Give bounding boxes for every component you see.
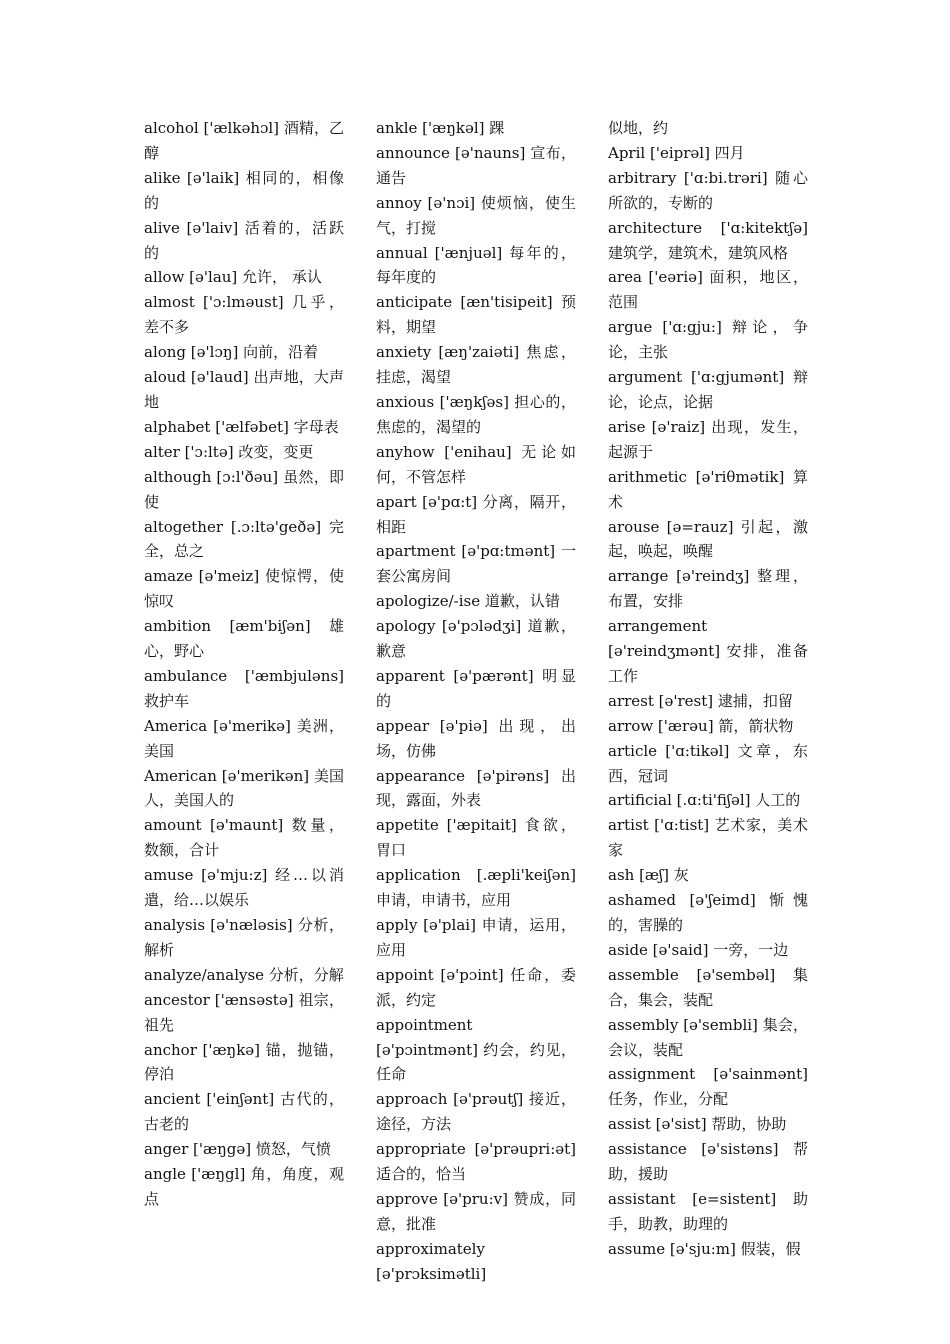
vocabulary-entry bbox=[144, 963, 344, 988]
entry-text: allow [ə'lau] 允许， 承认 bbox=[144, 268, 322, 287]
vocabulary-entry bbox=[608, 863, 808, 888]
entry-text: appearance [ə'pirəns] 出现，露面，外表 bbox=[376, 766, 576, 810]
vocabulary-entry bbox=[608, 216, 808, 266]
vocabulary-entry bbox=[144, 764, 344, 814]
vocabulary-entry bbox=[144, 166, 344, 216]
entry-text: appoint [ə'pɔint] 任命，委派，约定 bbox=[376, 965, 576, 1009]
vocabulary-entry bbox=[376, 340, 576, 390]
entry-text: amuse [ə'mju:z] 经…以消遣，给…以娱乐 bbox=[144, 866, 344, 910]
entry-text: April ['eiprəl] 四月 bbox=[608, 143, 745, 162]
vocabulary-entry bbox=[376, 913, 576, 963]
vocabulary-entry bbox=[376, 241, 576, 291]
entry-text: ambition [æm'biʃən] 雄心，野心 bbox=[144, 617, 344, 661]
entry-text: arise [ə'raiz] 出现，发生，起源于 bbox=[608, 417, 808, 461]
vocabulary-entry bbox=[608, 116, 808, 141]
entry-text: although [ɔ:l'ðəu] 虽然，即使 bbox=[144, 467, 344, 511]
entry-text: alcohol ['ælkəhɔl] 酒精，乙醇 bbox=[144, 119, 344, 162]
vocabulary-entry bbox=[376, 764, 576, 814]
entry-text: arrow ['ærəu] 箭，箭状物 bbox=[608, 716, 794, 735]
vocabulary-entry bbox=[144, 265, 344, 290]
vocabulary-entry bbox=[608, 938, 808, 963]
entry-text: anxious ['æŋkʃəs] 担心的，焦虑的，渴望的 bbox=[376, 392, 576, 436]
entry-text: apply [ə'plai] 申请，运用，应用 bbox=[376, 916, 576, 959]
entry-text: amount [ə'maunt] 数量，数额，合计 bbox=[144, 816, 344, 860]
vocabulary-entry bbox=[376, 589, 576, 614]
vocabulary-entry bbox=[608, 888, 808, 938]
vocabulary-entry bbox=[376, 963, 576, 1013]
entry-text: altogether [.ɔ:ltə'geðə] 完全，总之 bbox=[144, 517, 344, 561]
vocabulary-entry bbox=[376, 390, 576, 440]
entry-text: America [ə'merikə] 美洲，美国 bbox=[144, 716, 344, 760]
vocabulary-entry bbox=[608, 689, 808, 714]
entry-text: annual ['ænjuəl] 每年的，每年度的 bbox=[376, 243, 576, 287]
vocabulary-entry bbox=[144, 290, 344, 340]
vocabulary-entry bbox=[608, 739, 808, 789]
vocabulary-entry bbox=[608, 465, 808, 515]
entry-text: anyhow ['enihau] 无论如何，不管怎样 bbox=[376, 442, 576, 486]
vocabulary-entry bbox=[376, 664, 576, 714]
vocabulary-entry bbox=[376, 1013, 576, 1088]
vocabulary-entry bbox=[144, 714, 344, 764]
vocabulary-entry bbox=[144, 1087, 344, 1137]
vocabulary-entry bbox=[144, 440, 344, 465]
entry-text: assemble [ə'sembəl] 集合，集会，装配 bbox=[608, 965, 808, 1009]
vocabulary-entry bbox=[376, 1137, 576, 1187]
vocabulary-entry bbox=[608, 564, 808, 614]
entry-text: arithmetic [ə'riθmətik] 算术 bbox=[608, 467, 808, 511]
vocabulary-entry bbox=[608, 1013, 808, 1063]
entry-text: 似地，约 bbox=[608, 119, 669, 137]
entry-text: analysis [ə'næləsis] 分析，解析 bbox=[144, 916, 344, 959]
entry-text: arbitrary ['ɑ:bi.trəri] 随心所欲的，专断的 bbox=[608, 168, 808, 212]
entry-text: anxiety [æŋ'zaiəti] 焦虑，挂虑，渴望 bbox=[376, 343, 576, 387]
vocabulary-entry bbox=[608, 714, 808, 739]
entry-text: approve [ə'pru:v] 赞成，同意，批准 bbox=[376, 1189, 576, 1233]
vocabulary-entry bbox=[144, 1162, 344, 1212]
vocabulary-entry bbox=[608, 1237, 808, 1262]
entry-text: arouse [ə=rauz] 引起，激起，唤起，唤醒 bbox=[608, 517, 808, 561]
entry-text: apology [ə'pɔlədʒi] 道歉，歉意 bbox=[376, 617, 576, 661]
vocabulary-entry bbox=[144, 116, 344, 166]
vocabulary-entry bbox=[608, 1187, 808, 1237]
entry-text: ash [æʃ] 灰 bbox=[608, 866, 689, 885]
vocabulary-entry bbox=[376, 490, 576, 540]
vocabulary-entry bbox=[608, 813, 808, 863]
entry-text: anger ['æŋgə] 愤怒，气愤 bbox=[144, 1140, 331, 1159]
vocabulary-entry bbox=[144, 415, 344, 440]
entry-text: aside [ə'said] 一旁，一边 bbox=[608, 940, 789, 959]
entry-text: angle ['æŋgl] 角，角度，观点 bbox=[144, 1165, 344, 1208]
vocabulary-entry bbox=[376, 614, 576, 664]
vocabulary-entry bbox=[608, 515, 808, 565]
vocabulary-entry bbox=[608, 963, 808, 1013]
vocabulary-entry bbox=[144, 988, 344, 1038]
vocabulary-entry bbox=[608, 315, 808, 365]
entry-text: anchor ['æŋkə] 锚，抛锚，停泊 bbox=[144, 1040, 344, 1084]
entry-text: arrangement [ə'reindʒmənt] 安排，准备工作 bbox=[608, 617, 808, 685]
entry-text: apparent [ə'pærənt] 明显的 bbox=[376, 666, 576, 710]
vocabulary-entry bbox=[376, 1237, 576, 1287]
entry-text: analyze/analyse 分析，分解 bbox=[144, 965, 344, 984]
vocabulary-entry bbox=[376, 813, 576, 863]
entry-text: announce [ə'nauns] 宣布，通告 bbox=[376, 143, 576, 187]
vocabulary-entry bbox=[376, 1087, 576, 1137]
entry-text: assist [ə'sist] 帮助，协助 bbox=[608, 1115, 787, 1134]
entry-text: ashamed [ə'ʃeimd] 惭愧的，害臊的 bbox=[608, 891, 808, 934]
entry-text: ambulance ['æmbjuləns] 救护车 bbox=[144, 666, 344, 710]
entry-text: American [ə'merikən] 美国人，美国人的 bbox=[144, 766, 344, 810]
entry-text: assignment [ə'sainmənt] 任务，作业，分配 bbox=[608, 1065, 808, 1109]
entry-text: anticipate [æn'tisipeit] 预料，期望 bbox=[376, 293, 576, 337]
entry-text: assistant [e=sistent] 助手，助教，助理的 bbox=[608, 1189, 808, 1233]
entry-text: argue ['ɑ:gju:] 辩论，争论，主张 bbox=[608, 318, 808, 362]
entry-text: article ['ɑ:tikəl] 文章，东西，冠词 bbox=[608, 741, 808, 785]
vocabulary-entry bbox=[144, 515, 344, 565]
entry-text: apartment [ə'pɑ:tmənt] 一套公寓房间 bbox=[376, 542, 576, 586]
entry-text: artist ['ɑ:tist] 艺术家，美术家 bbox=[608, 816, 808, 860]
vocabulary-entry bbox=[608, 141, 808, 166]
vocabulary-entry bbox=[608, 1112, 808, 1137]
entry-text: area ['eəriə] 面积，地区，范围 bbox=[608, 268, 808, 312]
vocabulary-entry bbox=[608, 614, 808, 689]
column-2 bbox=[376, 116, 576, 1287]
vocabulary-entry bbox=[608, 365, 808, 415]
vocabulary-entry bbox=[376, 116, 576, 141]
entry-text: alive [ə'laiv] 活着的，活跃的 bbox=[144, 218, 344, 262]
vocabulary-entry bbox=[144, 813, 344, 863]
vocabulary-entry bbox=[144, 1038, 344, 1088]
vocabulary-entry bbox=[608, 415, 808, 465]
entry-text: argument ['ɑ:gjumənt] 辩论，论点，论据 bbox=[608, 368, 808, 411]
entry-text: approximately [ə'prɔksimətli] bbox=[376, 1239, 487, 1283]
vocabulary-entry bbox=[144, 564, 344, 614]
vocabulary-entry bbox=[144, 863, 344, 913]
vocabulary-entry bbox=[144, 340, 344, 365]
entry-text: along [ə'lɔŋ] 向前，沿着 bbox=[144, 343, 319, 362]
vocabulary-entry bbox=[376, 863, 576, 913]
entry-text: apologize/-ise 道歉，认错 bbox=[376, 592, 560, 611]
vocabulary-entry bbox=[144, 664, 344, 714]
entry-text: amaze [ə'meiz] 使惊愕，使惊叹 bbox=[144, 567, 344, 611]
entry-text: alphabet ['ælfəbet] 字母表 bbox=[144, 417, 339, 436]
entry-text: architecture ['ɑ:kitektʃə] 建筑学，建筑术，建筑风格 bbox=[608, 218, 808, 262]
entry-text: assume [ə'sju:m] 假装，假 bbox=[608, 1239, 801, 1258]
vocabulary-entry bbox=[376, 440, 576, 490]
entry-text: almost ['ɔ:lməust] 几乎，差不多 bbox=[144, 293, 344, 337]
vocabulary-entry bbox=[144, 465, 344, 515]
entry-text: assembly [ə'sembli] 集会，会议，装配 bbox=[608, 1015, 808, 1059]
vocabulary-entry bbox=[376, 290, 576, 340]
vocabulary-entry bbox=[376, 141, 576, 191]
vocabulary-entry bbox=[144, 913, 344, 963]
entry-text: appear [ə'piə] 出现，出场，仿佛 bbox=[376, 716, 576, 760]
entry-text: aloud [ə'laud] 出声地，大声地 bbox=[144, 368, 344, 411]
vocabulary-entry bbox=[376, 191, 576, 241]
vocabulary-entry bbox=[608, 1062, 808, 1112]
entry-text: application [.æpli'keiʃən] 申请，申请书，应用 bbox=[376, 866, 576, 910]
column-1 bbox=[144, 116, 344, 1212]
entry-text: appointment [ə'pɔintmənt] 约会，约见，任命 bbox=[376, 1015, 576, 1084]
vocabulary-entry bbox=[144, 365, 344, 415]
vocabulary-entry bbox=[144, 1137, 344, 1162]
entry-text: arrange [ə'reindʒ] 整理，布置，安排 bbox=[608, 567, 808, 611]
vocabulary-entry bbox=[608, 1137, 808, 1187]
vocabulary-entry bbox=[376, 1187, 576, 1237]
entry-text: ancient ['einʃənt] 古代的，古老的 bbox=[144, 1090, 344, 1134]
entry-text: artificial [.ɑ:ti'fiʃəl] 人工的 bbox=[608, 791, 801, 810]
entry-text: alike [ə'laik] 相同的，相像的 bbox=[144, 168, 344, 212]
vocabulary-entry bbox=[376, 714, 576, 764]
entry-text: arrest [ə'rest] 逮捕，扣留 bbox=[608, 691, 793, 710]
column-3 bbox=[608, 116, 808, 1262]
entry-text: ankle ['æŋkəl] 踝 bbox=[376, 119, 505, 137]
vocabulary-entry bbox=[608, 166, 808, 216]
entry-text: approach [ə'prəutʃ] 接近，途径，方法 bbox=[376, 1090, 576, 1134]
entry-text: ancestor ['ænsəstə] 祖宗，祖先 bbox=[144, 990, 344, 1034]
entry-text: annoy [ə'nɔi] 使烦恼，使生气，打搅 bbox=[376, 193, 576, 237]
entry-text: alter ['ɔ:ltə] 改变，变更 bbox=[144, 442, 314, 461]
entry-text: assistance [ə'sistəns] 帮助，援助 bbox=[608, 1140, 808, 1184]
vocabulary-entry bbox=[144, 216, 344, 266]
entry-text: appetite ['æpitait] 食欲，胃口 bbox=[376, 816, 576, 860]
vocabulary-entry bbox=[144, 614, 344, 664]
vocabulary-entry bbox=[608, 265, 808, 315]
entry-text: apart [ə'pɑ:t] 分离，隔开，相距 bbox=[376, 492, 576, 536]
entry-text: appropriate [ə'prəupri:ət] 适合的，恰当 bbox=[376, 1140, 576, 1184]
vocabulary-entry bbox=[608, 788, 808, 813]
vocabulary-entry bbox=[376, 539, 576, 589]
